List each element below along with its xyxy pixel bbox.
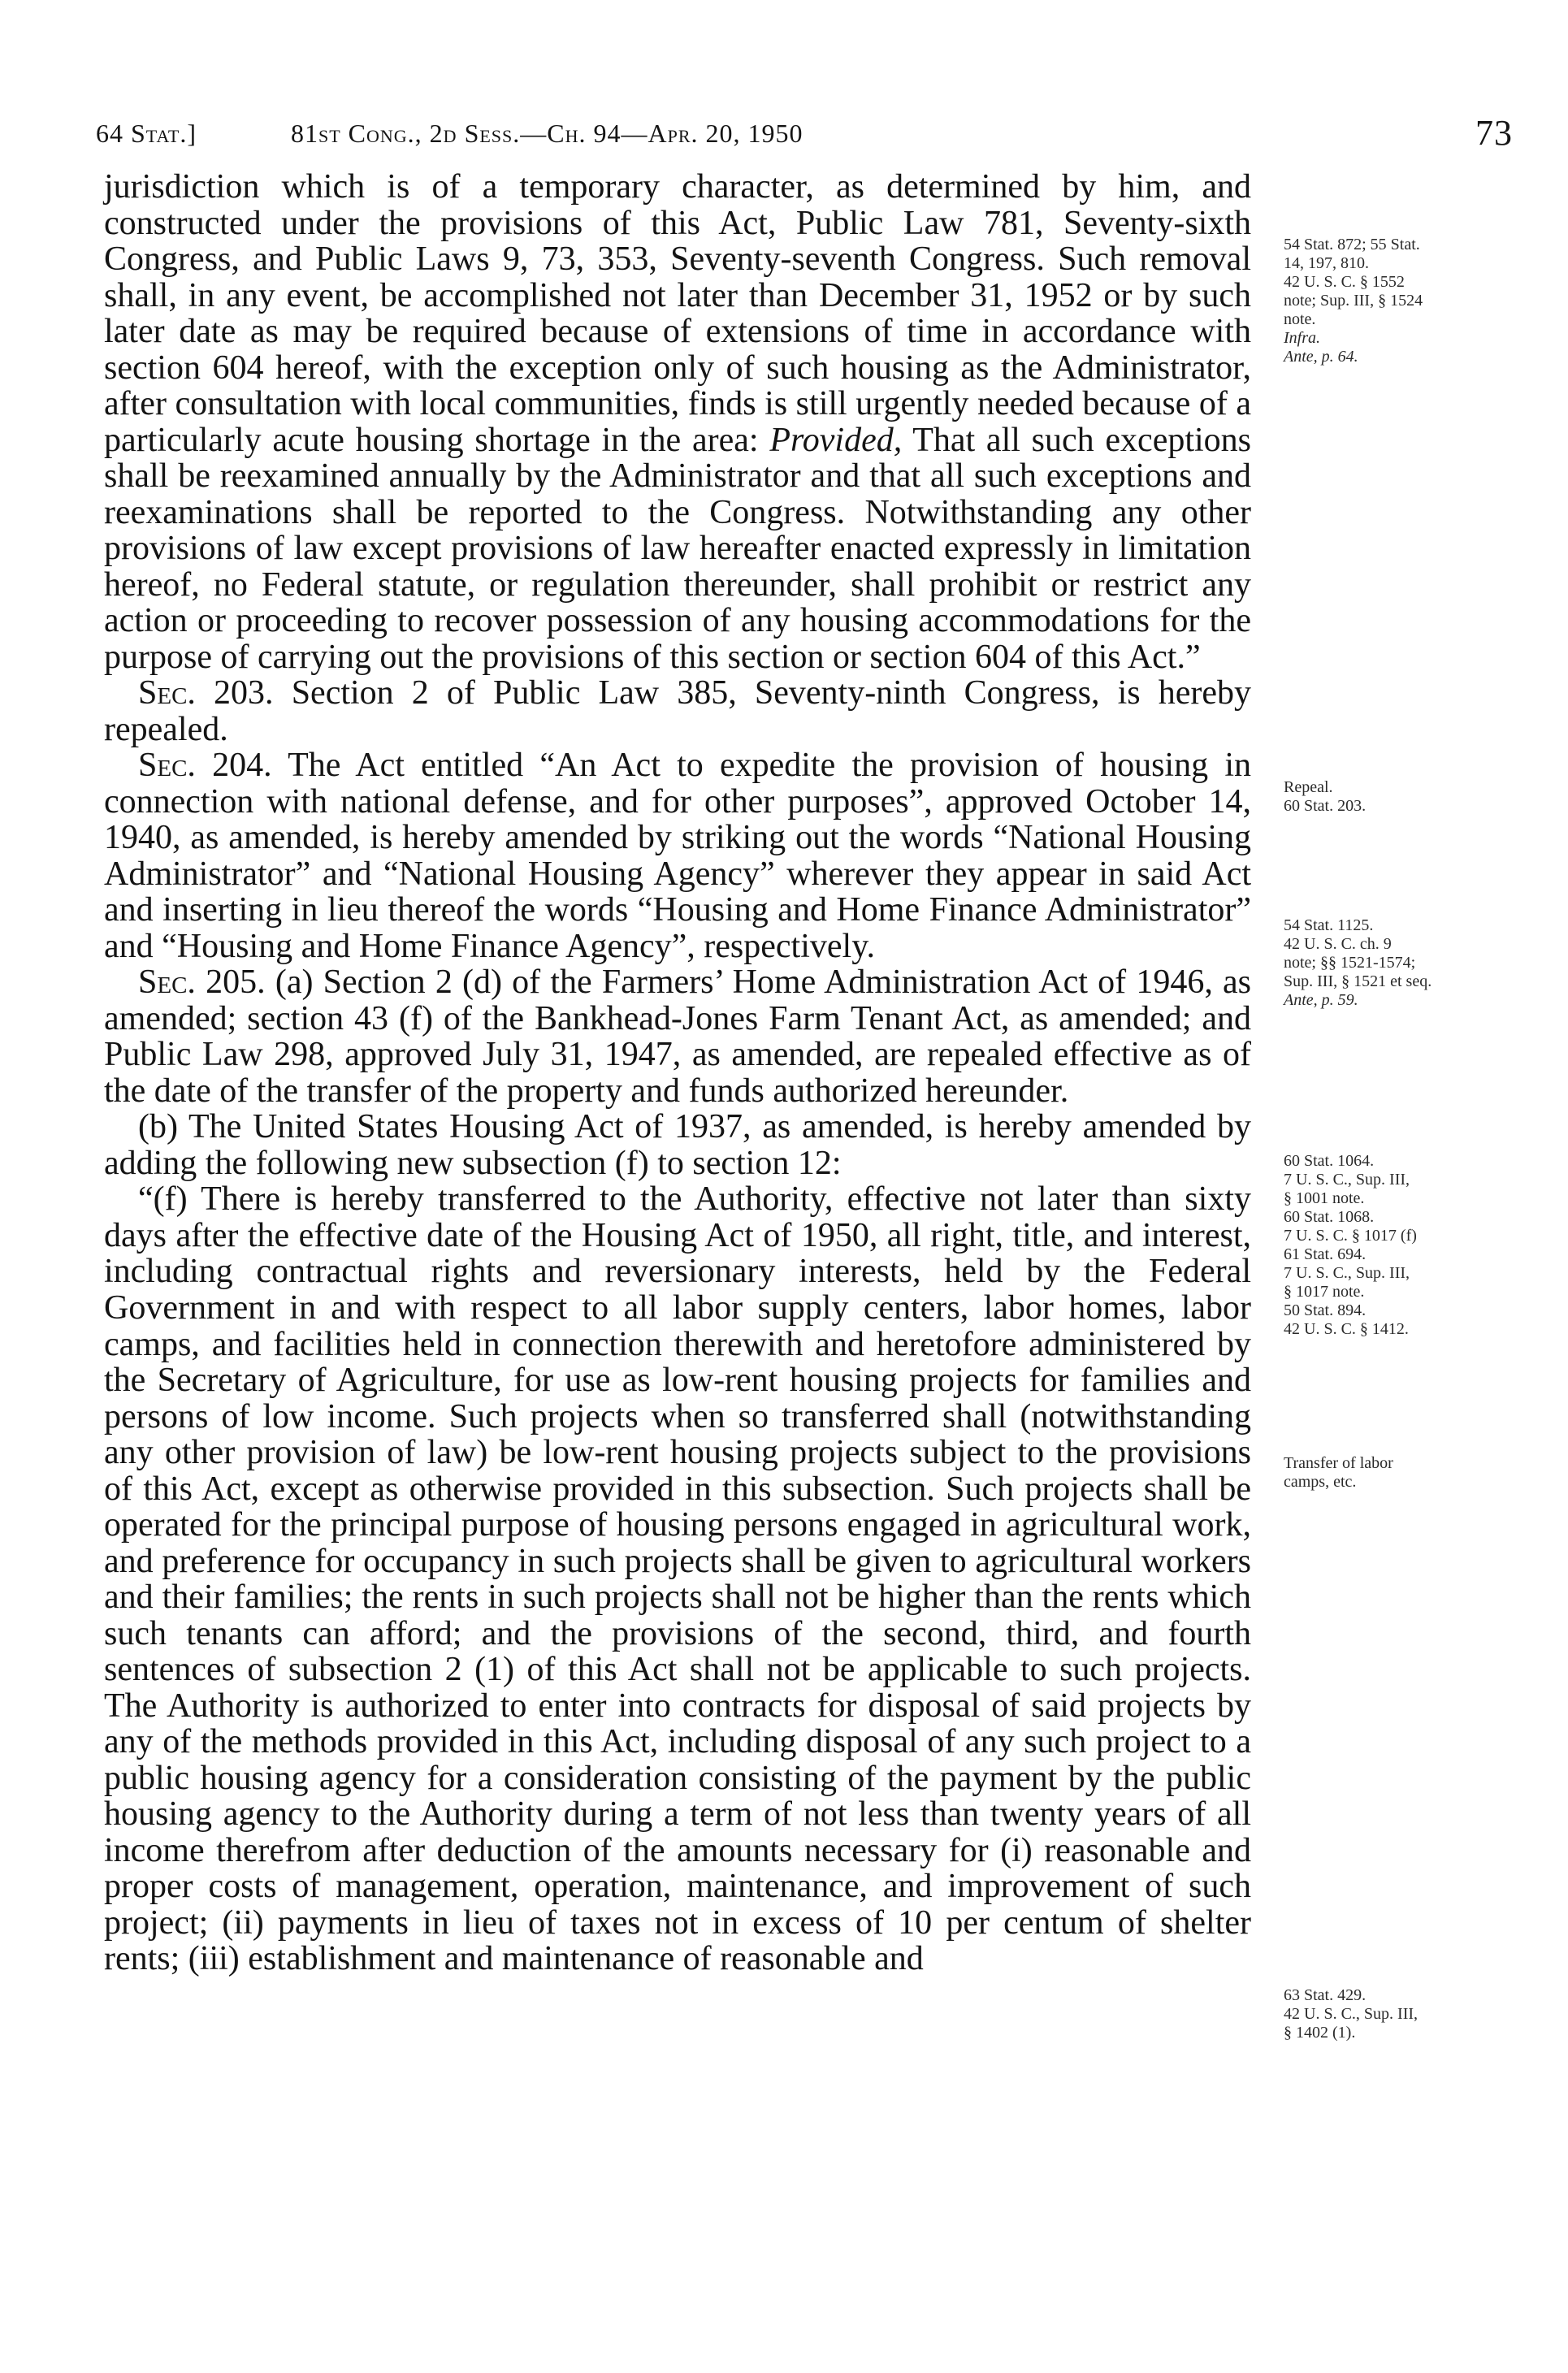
header-volume: 64 Stat.]: [96, 119, 197, 148]
margin-line: 42 U. S. C. § 1552: [1284, 273, 1405, 291]
margin-line: § 1017 note.: [1284, 1283, 1365, 1301]
section-label: Sec. 204.: [138, 747, 272, 785]
section-text: (a) Section 2 (d) of the Farmers’ Home Administration Act of 1946, as amended; section 43 (f) of the Bankhead-Jones Farm Tenant Act, as amended; and Public Law 298, approved July 31, 1947, as amended, are repealed effective as of the date of the transfer of the property and funds authorized hereunder.: [104, 963, 1251, 1110]
section-203: [104, 675, 1251, 747]
margin-line: 61 Stat. 694.: [1284, 1245, 1367, 1263]
paragraph-text: jurisdiction which is of a temporary character, as determined by him, and constructed under the provisions of this Act, Public Law 781, Seventy-sixth Congress, and Public Laws 9, 73, 353, Seventy-seventh Congress. Such removal shall, in any event, be accomplished not later than December 31, 1952 or by such later date as may be required because of extensions of time in accordance with section 604 hereof, with the exception only of such housing as the Administrator, after consultation with local communities, finds is still urgently needed because of a particularly acute housing shortage in the area:: [104, 168, 1251, 459]
margin-line: § 1402 (1).: [1284, 2024, 1356, 2042]
margin-line: note; Sup. III, § 1524: [1284, 292, 1423, 310]
margin-line: 50 Stat. 894.: [1284, 1301, 1367, 1319]
margin-line: Ante, p. 59.: [1284, 991, 1358, 1009]
margin-line: camps, etc.: [1284, 1473, 1357, 1491]
section-204: [104, 747, 1251, 964]
margin-line: 60 Stat. 1064.: [1284, 1152, 1375, 1170]
margin-line: § 1001 note.: [1284, 1189, 1365, 1207]
margin-line: 42 U. S. C. § 1412.: [1284, 1320, 1409, 1338]
section-text: (b) The United States Housing Act of 1937, as amended, is hereby amended by adding the following new subsection (f) to section 12:: [104, 1108, 1251, 1182]
margin-line: Repeal.: [1284, 778, 1333, 796]
margin-line: Ante, p. 64.: [1284, 348, 1358, 366]
section-label: Sec. 203.: [138, 674, 274, 712]
margin-line: 63 Stat. 429.: [1284, 1986, 1367, 2004]
margin-line: 54 Stat. 1125.: [1284, 916, 1374, 934]
margin-line: 7 U. S. C. § 1017 (f): [1284, 1227, 1417, 1245]
margin-note-citations-1: [1284, 236, 1527, 366]
running-header: [96, 112, 1519, 161]
main-text: [104, 169, 1251, 1977]
margin-note-citations-2: [1284, 916, 1527, 1010]
margin-note-citations-3: [1284, 1152, 1527, 1339]
header-session: 81st Cong., 2d Sess.—Ch. 94—Apr. 20, 1950: [291, 119, 803, 148]
margin-line: 54 Stat. 872; 55 Stat.: [1284, 236, 1420, 253]
subsection-f: [104, 1181, 1251, 1977]
margin-note-transfer: [1284, 1454, 1527, 1492]
margin-line: 60 Stat. 1068.: [1284, 1208, 1375, 1226]
page-number: 73: [1475, 113, 1513, 153]
margin-line: Infra.: [1284, 329, 1320, 347]
paragraph-text: That all such exceptions shall be reexamined annually by the Administrator and that all such exceptions and reexaminations shall be reported to the Congress. Notwithstanding any other provisions of law except provisions of law hereafter enacted expressly in limitation hereof, no Federal statute, or regulation thereunder, shall prohibit or restrict any action or proceeding to recover possession of any housing accommodations for the purpose of carrying out the provisions of this section or section 604 of this Act.”: [104, 421, 1252, 676]
section-205b: [104, 1109, 1251, 1181]
margin-line: note; §§ 1521-1574;: [1284, 954, 1416, 972]
provided-clause: Provided,: [769, 421, 903, 459]
margin-line: note.: [1284, 310, 1316, 328]
section-205a: [104, 964, 1251, 1109]
margin-line: 14, 197, 810.: [1284, 254, 1369, 272]
section-text: The Act entitled “An Act to expedite the provision of housing in connection with national defense, and for other purposes”, approved October 14, 1940, as amended, is hereby amended by striking out the words “National Housing Administrator” and “National Housing Agency” wherever they appear in said Act and inserting in lieu thereof the words “Housing and Home Finance Administrator” and “Housing and Home Finance Agency”, respectively.: [104, 747, 1251, 965]
margin-line: 42 U. S. C., Sup. III,: [1284, 2005, 1419, 2023]
margin-line: Sup. III, § 1521 et seq.: [1284, 972, 1432, 990]
margin-line: Transfer of labor: [1284, 1454, 1393, 1472]
margin-note-repeal: [1284, 778, 1527, 816]
margin-note-citations-4: [1284, 1986, 1527, 2042]
subsection-text: “(f) There is hereby transferred to the Authority, effective not later than sixty days after the effective date of the Housing Act of 1950, all right, title, and interest, including contractual rights and reversionary interests, held by the Federal Government in and with respect to all labor supply centers, labor homes, labor camps, and facilities held in connection therewith and heretofore administered by the Secretary of Agriculture, for use as low-rent housing projects for families and persons of low income. Such projects when so transferred shall (notwithstanding any other provision of law) be low-rent housing projects subject to the provisions of this Act, except as otherwise provided in this subsection. Such projects shall be operated for the principal purpose of housing persons engaged in agricultural work, and preference for occupancy in such projects shall be given to agricultural workers and their families; the rents in such projects shall not be higher than the rents which such tenants can afford; and the provisions of the second, third, and fourth sentences of subsection 2 (1) of this Act shall not be applicable to such projects. The Authority is authorized to enter into contracts for disposal of said projects by any of the methods provided in this Act, including disposal of any such project to a public housing agency for a consideration consisting of the payment by the public housing agency to the Authority during a term of not less than twenty years of all income therefrom after deduction of the amounts necessary for (i) reasonable and proper costs of management, operation, maintenance, and improvement of such project; (ii) payments in lieu of taxes not in excess of 10 per centum of shelter rents; (iii) establishment and maintenance of reasonable and: [104, 1180, 1251, 1978]
paragraph-continuation: [104, 169, 1251, 675]
margin-line: 60 Stat. 203.: [1284, 797, 1367, 815]
section-text: Section 2 of Public Law 385, Seventy-ninth Congress, is hereby repealed.: [104, 674, 1252, 748]
section-label: Sec. 205.: [138, 963, 266, 1002]
margin-line: 7 U. S. C., Sup. III,: [1284, 1264, 1410, 1282]
margin-line: 7 U. S. C., Sup. III,: [1284, 1171, 1410, 1189]
margin-line: 42 U. S. C. ch. 9: [1284, 935, 1392, 953]
